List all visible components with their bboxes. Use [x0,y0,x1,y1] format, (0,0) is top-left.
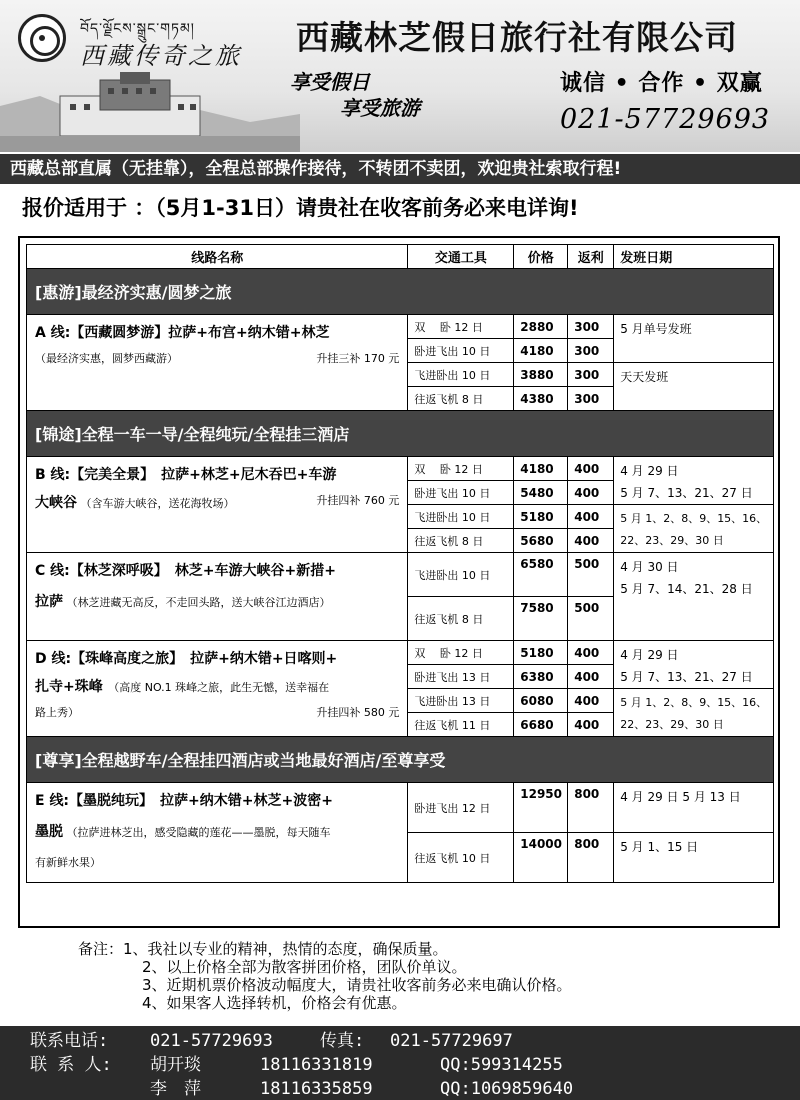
transport-cell: 双 卧 12 日 [408,641,514,665]
header-phone: 021-57729693 [560,104,771,135]
slogan-travel: 享受旅游 [340,96,420,120]
transport-cell: 飞进卧出 10 日 [408,363,514,387]
route-d-supplement: 升挂四补 580 元 [316,706,400,719]
table-row [27,783,774,833]
date-cell [614,641,774,689]
date-line: 5 月 1、2、8、9、15、16、 [620,512,768,525]
price-notice: 报价适用于 ：（5月1-31日）请贵社在收客前务必来电详询! [22,196,579,220]
price-table-box [18,236,780,928]
price-cell: 4180 [514,457,568,481]
date-line: 5 月 7、13、21、27 日 [620,670,753,684]
transport-cell: 卧进飞出 13 日 [408,665,514,689]
route-b-name-cont: 大峡谷 [35,495,77,511]
transport-cell: 往返飞机 8 日 [408,529,514,553]
date-cell: 4 月 29 日 5 月 13 日 [614,783,774,833]
contact-name: 李 萍 [150,1079,201,1099]
contact-qq: QQ:599314255 [440,1055,563,1075]
rebate-cell: 400 [568,641,614,665]
remarks [78,940,572,1012]
route-a-desc: （最经济实惠，圆梦西藏游） [35,352,178,365]
route-d-name-cont: 扎寺+珠峰 [35,679,103,695]
knot-emblem-icon [18,14,66,62]
contact-label: 联 系 人: [30,1055,112,1075]
rebate-cell: 400 [568,713,614,737]
tel-number: 021-57729693 [150,1031,273,1051]
route-e-desc-cont: 有新鲜水果） [35,856,101,869]
price-cell: 3880 [514,363,568,387]
contact-qq: QQ:1069859640 [440,1079,574,1099]
price-cell: 6080 [514,689,568,713]
transport-cell: 往返飞机 8 日 [408,387,514,411]
transport-cell: 卧进飞出 10 日 [408,339,514,363]
logo-name: 西藏传奇之旅 [80,42,242,70]
category-luxury: [尊享]全程越野车/全程挂四酒店或当地最好酒店/至尊享受 [27,737,774,783]
rebate-cell: 400 [568,665,614,689]
route-b-supplement: 升挂四补 760 元 [316,494,400,507]
route-d-desc-cont: 路上秀） [35,706,79,719]
header-price: 价格 [514,245,568,269]
date-line: 22、23、29、30 日 [620,718,724,731]
price-cell: 4180 [514,339,568,363]
price-cell: 6580 [514,553,568,597]
transport-cell: 飞进卧出 10 日 [408,553,514,597]
header-transport: 交通工具 [408,245,514,269]
remark-item: 4、如果客人选择转机，价格会有优惠。 [142,994,407,1012]
contact-footer [0,1026,800,1100]
slogan-holiday: 享受假日 [290,70,370,94]
rebate-cell: 400 [568,529,614,553]
date-cell [614,553,774,641]
table-row [27,315,774,339]
date-line: 22、23、29、30 日 [620,534,724,547]
rebate-cell: 800 [568,833,614,883]
price-cell: 2880 [514,315,568,339]
price-cell: 12950 [514,783,568,833]
date-cell: 5 月单号发班 [614,315,774,363]
header-route: 线路名称 [27,245,408,269]
date-cell [614,505,774,553]
rebate-cell: 500 [568,597,614,641]
route-e-name: E 线:【墨脱纯玩】 拉萨+纳木错+林芝+波密+ [35,793,333,809]
table-row [27,641,774,665]
date-cell [614,689,774,737]
rebate-cell: 500 [568,553,614,597]
remarks-label: 备注： [78,940,124,958]
header-rebate: 返利 [568,245,614,269]
price-cell: 5480 [514,481,568,505]
date-cell: 天天发班 [614,363,774,411]
rebate-cell: 400 [568,457,614,481]
route-d-desc: （高度 NO.1 珠峰之旅，此生无憾，送幸福在 [113,681,330,694]
route-e-name-cont: 墨脱 [35,824,63,840]
transport-cell: 双 卧 12 日 [408,457,514,481]
date-line: 5 月 7、14、21、28 日 [620,582,753,596]
rebate-cell: 400 [568,505,614,529]
rebate-cell: 300 [568,315,614,339]
fax-number: 021-57729697 [390,1031,513,1051]
price-cell: 14000 [514,833,568,883]
remark-item: 3、近期机票价格波动幅度大，请贵社收客前务必来电确认价格。 [142,976,572,994]
rebate-cell: 300 [568,363,614,387]
transport-cell: 飞进卧出 10 日 [408,505,514,529]
contact-phone: 18116331819 [260,1055,373,1075]
company-values: 诚信 • 合作 • 双赢 [560,71,763,96]
remark-item: 1、我社以专业的精神，热情的态度，确保质量。 [123,940,448,958]
company-name: 西藏林芝假日旅行社有限公司 [296,18,738,57]
fax-label: 传真: [320,1031,365,1051]
route-c-desc: （林芝进藏无高反，不走回头路，送大峡谷江边酒店） [66,596,331,609]
transport-cell: 往返飞机 11 日 [408,713,514,737]
rebate-cell: 300 [568,387,614,411]
date-line: 4 月 30 日 [620,560,679,574]
contact-name: 胡开琰 [150,1055,201,1075]
transport-cell: 往返飞机 8 日 [408,597,514,641]
date-line: 4 月 29 日 [620,648,679,662]
route-a [27,315,408,411]
date-line: 4 月 29 日 [620,464,679,478]
transport-cell: 飞进卧出 13 日 [408,689,514,713]
route-d [27,641,408,737]
price-cell: 5180 [514,505,568,529]
remark-item: 2、以上价格全部为散客拼团价格，团队价单议。 [142,958,467,976]
route-a-supplement: 升挂三补 170 元 [316,352,400,365]
price-cell: 5680 [514,529,568,553]
category-standard: [锦途]全程一车一导/全程纯玩/全程挂三酒店 [27,411,774,457]
date-line: 5 月 1、2、8、9、15、16、 [620,696,768,709]
rebate-cell: 400 [568,689,614,713]
route-d-name: D 线:【珠峰高度之旅】 拉萨+纳木错+日喀则+ [35,651,338,667]
transport-cell: 双 卧 12 日 [408,315,514,339]
date-cell [614,457,774,505]
tel-label: 联系电话: [30,1031,109,1051]
route-b-desc: （含车游大峡谷，送花海牧场） [80,497,235,510]
rebate-cell: 800 [568,783,614,833]
category-economy: [惠游]最经济实惠/圆梦之旅 [27,269,774,315]
date-cell: 5 月 1、15 日 [614,833,774,883]
route-e [27,783,408,883]
route-c-name: C 线:【林芝深呼吸】 林芝+车游大峡谷+新措+ [35,563,336,579]
rebate-cell: 300 [568,339,614,363]
route-e-desc: （拉萨进林芝出，感受隐藏的莲花——墨脱，每天随车 [66,826,331,839]
route-c [27,553,408,641]
table-header [27,245,774,269]
price-cell: 5180 [514,641,568,665]
route-b-name: B 线:【完美全景】 拉萨+林芝+尼木吞巴+车游 [35,467,337,483]
transport-cell: 卧进飞出 10 日 [408,481,514,505]
route-b [27,457,408,553]
route-a-name: A 线:【西藏圆梦游】拉萨+布宫+纳木错+林芝 [35,325,330,341]
price-cell: 6380 [514,665,568,689]
contact-phone: 18116335859 [260,1079,373,1099]
table-row [27,553,774,597]
rebate-cell: 400 [568,481,614,505]
route-price-table [26,244,774,883]
tibetan-script: བོད་ལྗོངས་སྒྲུང་གཏམ། [80,21,195,37]
price-cell: 4380 [514,387,568,411]
price-cell: 6680 [514,713,568,737]
price-cell: 7580 [514,597,568,641]
date-line: 5 月 7、13、21、27 日 [620,486,753,500]
route-c-name-cont: 拉萨 [35,594,63,610]
potala-palace-illustration [0,66,300,152]
transport-cell: 卧进飞出 12 日 [408,783,514,833]
brand-logo [10,8,280,70]
hq-banner: 西藏总部直属（无挂靠），全程总部操作接待，不转团不卖团，欢迎贵社索取行程! [0,154,800,184]
header-banner [0,0,800,152]
transport-cell: 往返飞机 10 日 [408,833,514,883]
table-row [27,457,774,481]
header-dates: 发班日期 [614,245,774,269]
